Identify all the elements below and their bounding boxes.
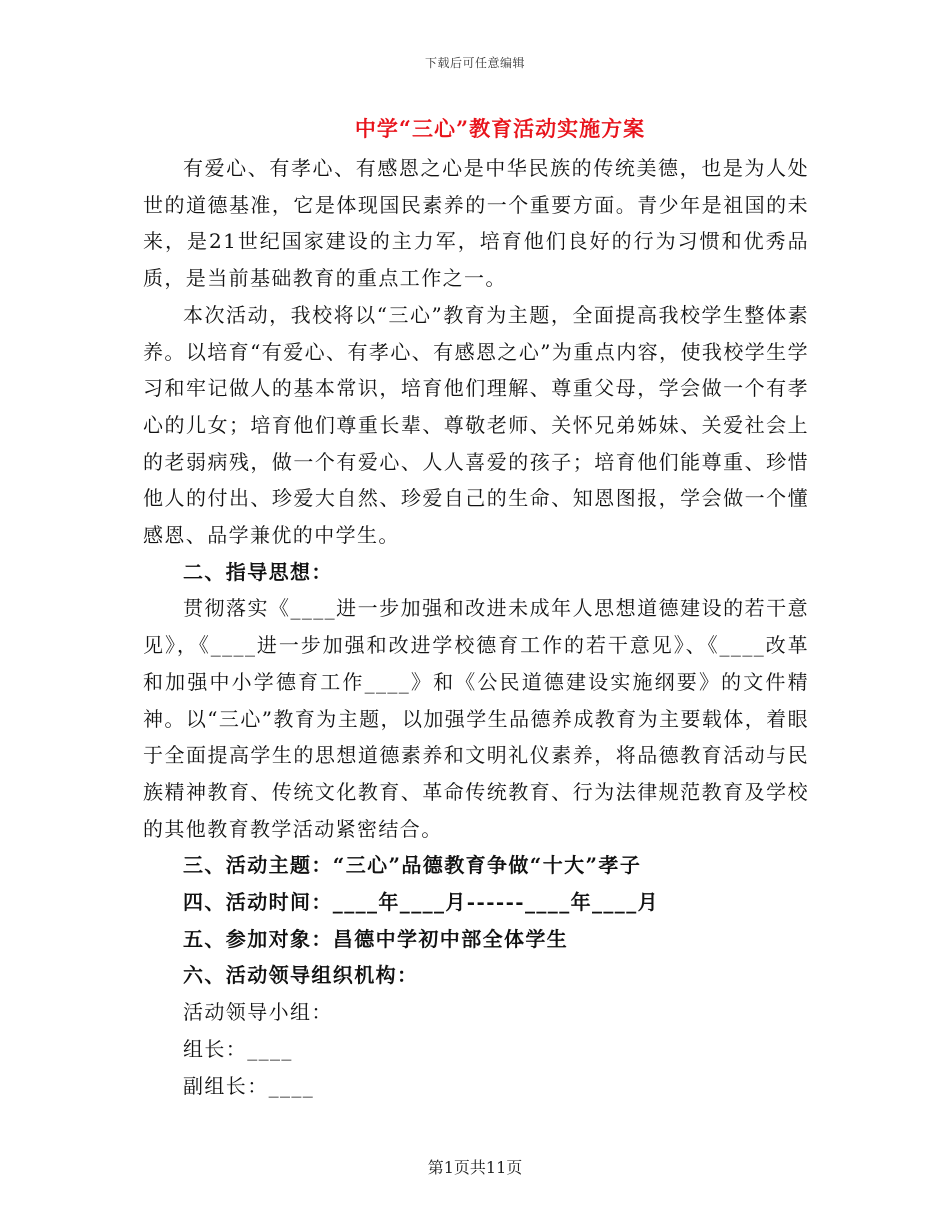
vice-leader-line: 副组长：____: [183, 1073, 315, 1098]
document-body: [143, 150, 809, 1104]
section-heading-theme: 三、活动主题：“三心”品德教育争做“十大”孝子: [183, 853, 642, 878]
leadership-group-label: 活动领导小组：: [183, 1000, 333, 1025]
section-heading-guiding-thought: 二、指导思想：: [183, 559, 333, 584]
guiding-thought-paragraph: 贯彻落实《____进一步加强和改进未成年人思想道德建设的若干意见》，《____进一步加强和改进学校德育工作的若干意见》、《____改革和加强中小学德育工作____》和《公民道德建设实施纲要》的文件精神。以“三心”教育为主题，以加强学生品德养成教育为主要载体，着眼于全面提高学生的思想道德素养和文明礼仪素养，将品德教育活动与民族精神教育、传统文化教育、革命传统教育、行为法律规范教育及学校的其他教育教学活动紧密结合。: [143, 596, 809, 841]
document-title: 中学“三心”教育活动实施方案: [354, 116, 646, 141]
section-heading-time: 四、活动时间：____年____月------____年____月: [183, 890, 660, 915]
page-header-note: 下载后可任意编辑: [424, 56, 525, 70]
page-footer-number: 第1页共11页: [427, 1158, 523, 1177]
group-leader-line: 组长：____: [183, 1036, 293, 1061]
section-heading-participants: 五、参加对象：昌德中学初中部全体学生: [183, 926, 569, 951]
intro-paragraph: 有爱心、有孝心、有感恩之心是中华民族的传统美德，也是为人处世的道德基准，它是体现国民素养的一个重要方面。青少年是祖国的未来，是21世纪国家建设的主力军，培育他们良好的行为习惯和优秀品质，是当前基础教育的重点工作之一。: [143, 156, 809, 291]
section-heading-organization: 六、活动领导组织机构：: [183, 963, 419, 988]
activity-paragraph: 本次活动，我校将以“三心”教育为主题，全面提高我校学生整体素养。以培育“有爱心、有孝心、有感恩之心”为重点内容，使我校学生学习和牢记做人的基本常识，培育他们理解、尊重父母，学会做一个有孝心的儿女；培育他们尊重长辈、尊敬老师、关怀兄弟姊妹、关爱社会上的老弱病残，做一个有爱心、人人喜爱的孩子；培育他们能尊重、珍惜他人的付出、珍爱大自然、珍爱自己的生命、知恩图报，学会做一个懂感恩、品学兼优的中学生。: [143, 302, 809, 548]
